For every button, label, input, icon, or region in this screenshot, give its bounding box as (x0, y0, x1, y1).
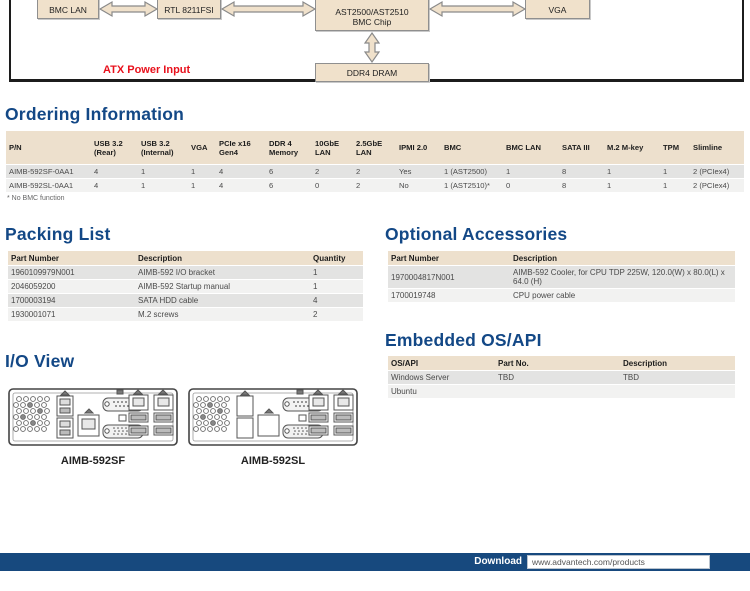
table-cell (620, 385, 735, 399)
table-cell: 8 (559, 179, 604, 193)
table-cell: TBD (620, 371, 735, 385)
table-cell: 2046059200 (8, 280, 135, 294)
column-header: 2.5GbE LAN (353, 131, 396, 165)
column-header: OS/API (388, 356, 495, 371)
table-cell: 1 (660, 179, 690, 193)
column-header: Part Number (388, 251, 510, 266)
column-header: PCIe x16 Gen4 (216, 131, 266, 165)
table-row (388, 371, 735, 385)
table-cell: 1 (660, 165, 690, 179)
table-cell: 4 (216, 165, 266, 179)
section-title-embedded: Embedded OS/API (385, 330, 542, 350)
packing-table (8, 251, 363, 322)
column-header: P/N (6, 131, 91, 165)
table-cell: TBD (495, 371, 620, 385)
table-cell: AIMB-592SL-0AA1 (6, 179, 91, 193)
table-cell: 1960109979N001 (8, 266, 135, 280)
table-cell: AIMB-592 Cooler, for CPU TDP 225W, 120.0(W) x 80.0(L) x 64.0 (H) (510, 266, 735, 289)
table-row (8, 294, 363, 308)
diagram-box-label: VGA (548, 5, 567, 15)
section-title-io-view: I/O View (5, 351, 75, 371)
table-cell: 6 (266, 179, 312, 193)
io-plate-aimb-592sl (188, 388, 358, 446)
table-cell: 1 (AST2500) (441, 165, 503, 179)
section-title-ordering: Ordering Information (5, 104, 184, 124)
column-header: DDR 4 Memory (266, 131, 312, 165)
table-cell: 1 (503, 165, 559, 179)
header-row (6, 131, 744, 165)
header-row (388, 356, 735, 371)
table-row (388, 266, 735, 289)
table-cell: 1 (310, 266, 363, 280)
table-cell: AIMB-592 I/O bracket (135, 266, 310, 280)
io-plate-aimb-592sf (8, 388, 178, 446)
table-cell: 8 (559, 165, 604, 179)
diagram-box-label: DDR4 DRAM (346, 67, 398, 78)
diagram-box-label: RTL 8211FSI (164, 5, 214, 15)
atx-power-label: ATX Power Input (103, 64, 191, 76)
header-row (388, 251, 735, 266)
column-header: IPMI 2.0 (396, 131, 441, 165)
table-cell: SATA HDD cable (135, 294, 310, 308)
column-header: SATA III (559, 131, 604, 165)
table-cell: 2 (353, 179, 396, 193)
table-cell: 1 (604, 165, 660, 179)
table-cell: 1 (188, 165, 216, 179)
column-header: Slimline (690, 131, 744, 165)
table-cell: 1700003194 (8, 294, 135, 308)
table-cell: 2 (312, 165, 353, 179)
table-cell: 1 (604, 179, 660, 193)
diagram-box-label: AST2500/AST2510 (335, 7, 409, 17)
column-header: USB 3.2 (Rear) (91, 131, 138, 165)
optional-accessories-table (388, 251, 735, 303)
table-row (8, 280, 363, 294)
column-header: Description (135, 251, 310, 266)
table-cell: Yes (396, 165, 441, 179)
column-header: 10GbE LAN (312, 131, 353, 165)
table-cell: No (396, 179, 441, 193)
io-label-sl: AIMB-592SL (240, 455, 306, 467)
table-cell: 2 (353, 165, 396, 179)
table-cell: 4 (310, 294, 363, 308)
table-cell: 1700019748 (388, 289, 510, 303)
table-cell: 1 (188, 179, 216, 193)
table-cell: Windows Server (388, 371, 495, 385)
column-header: TPM (660, 131, 690, 165)
header-row (8, 251, 363, 266)
table-cell: 2 (310, 308, 363, 322)
column-header: Description (510, 251, 735, 266)
table-cell: CPU power cable (510, 289, 735, 303)
table-cell: 2 (PCIex4) (690, 165, 744, 179)
column-header: Quantity (310, 251, 363, 266)
table-cell: 1 (310, 280, 363, 294)
diagram-box-label: BMC Chip (352, 17, 392, 27)
table-row (6, 165, 744, 179)
table-row (388, 385, 735, 399)
section-title-packing: Packing List (5, 224, 111, 244)
table-cell: 4 (216, 179, 266, 193)
download-bar (0, 553, 750, 571)
column-header: Description (620, 356, 735, 371)
table-cell: 1 (AST2510)* (441, 179, 503, 193)
table-cell: 4 (91, 179, 138, 193)
ordering-table (6, 131, 744, 193)
table-row (388, 289, 735, 303)
table-cell: 1970004817N001 (388, 266, 510, 289)
table-cell: 1 (138, 179, 188, 193)
table-row (8, 308, 363, 322)
table-cell: 1930001071 (8, 308, 135, 322)
download-label: Download (474, 556, 522, 567)
download-url-input[interactable]: www.advantech.com/products (527, 555, 710, 569)
table-cell: Ubuntu (388, 385, 495, 399)
column-header: M.2 M-key (604, 131, 660, 165)
table-cell: AIMB-592SF-0AA1 (6, 165, 91, 179)
embedded-os-table (388, 356, 735, 399)
table-cell: AIMB-592 Startup manual (135, 280, 310, 294)
table-row (8, 266, 363, 280)
table-cell: M.2 screws (135, 308, 310, 322)
table-cell: 4 (91, 165, 138, 179)
column-header: BMC LAN (503, 131, 559, 165)
block-diagram (0, 0, 750, 85)
table-cell: 0 (312, 179, 353, 193)
table-cell: 6 (266, 165, 312, 179)
table-cell: 0 (503, 179, 559, 193)
table-row (6, 179, 744, 193)
column-header: BMC (441, 131, 503, 165)
table-cell (495, 385, 620, 399)
column-header: Part No. (495, 356, 620, 371)
io-label-sf: AIMB-592SF (60, 455, 126, 467)
column-header: USB 3.2 (Internal) (138, 131, 188, 165)
table-cell: 1 (138, 165, 188, 179)
section-title-optional: Optional Accessories (385, 224, 568, 244)
diagram-box-label: BMC LAN (49, 5, 87, 15)
column-header: Part Number (8, 251, 135, 266)
column-header: VGA (188, 131, 216, 165)
table-cell: 2 (PCIex4) (690, 179, 744, 193)
ordering-footnote: * No BMC function (7, 195, 65, 202)
